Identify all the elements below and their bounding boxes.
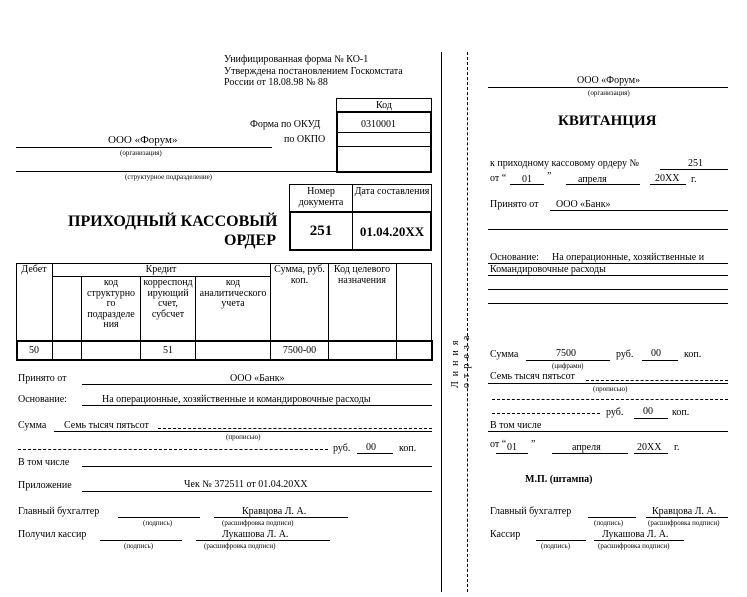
receipt-year-line [650, 184, 686, 185]
receipt-month: апреля [578, 174, 607, 185]
receipt-basis-value-1: На операционные, хозяйственные и [552, 252, 705, 263]
receipt-date2-month-line [552, 453, 628, 454]
col-divider-7 [396, 263, 397, 361]
row-sum: 7500-00 [282, 345, 317, 356]
sum-words-line [54, 431, 432, 432]
receipt-day-line [510, 184, 544, 185]
row-corr: 51 [163, 345, 173, 356]
cut-line [467, 52, 468, 592]
receipt-including-line [488, 431, 728, 432]
kop-line [357, 453, 393, 454]
receipt-day: 01 [522, 174, 532, 185]
sum-label: Сумма [18, 420, 47, 431]
receipt-chief-decode-caption: (расшифровка подписи) [648, 519, 720, 527]
receipt-date2-open: от “ [490, 439, 507, 450]
form-title: Унифицированная форма № КО-1 [224, 54, 369, 65]
cashier-sign-caption: (подпись) [124, 542, 154, 550]
cashier-name: Лукашова Л. А. [222, 529, 289, 540]
chief-sign-caption: (подпись) [143, 519, 173, 527]
receipt-order-number-line [660, 169, 728, 170]
col-sum-header: Сумма, руб. коп. [274, 264, 325, 286]
receipt-kop-line [642, 360, 678, 361]
receipt-to-order-label: к приходному кассовому ордеру № [490, 158, 640, 169]
doc-number: 251 [309, 223, 333, 239]
including-line [82, 466, 432, 467]
receipt-sum-words: Семь тысяч пятьсот [490, 371, 575, 382]
receipt-from-label: от “ [490, 173, 507, 184]
receipt-date2-day-line [496, 453, 528, 454]
receipt-org-name: ООО «Форум» [577, 75, 641, 86]
basis-line [82, 405, 432, 406]
sum-words-dashes [158, 428, 432, 429]
approved-line-1: Утверждена постановлением Госкомстата [224, 66, 403, 77]
receipt-org-line [488, 87, 728, 88]
col-corr-header: корреспонд ирующий счет, субсчет [143, 277, 193, 320]
debit-header: Дебет [21, 264, 47, 275]
sum-words-dashes-2 [18, 449, 328, 450]
org-line [16, 147, 272, 148]
receipt-date2-day: 01 [507, 442, 517, 453]
sum-words: Семь тысяч пятьсот [64, 420, 149, 431]
receipt-kop-label-2: коп. [672, 407, 690, 418]
attachment-line [82, 491, 432, 492]
receipt-accepted-value: ООО «Банк» [556, 199, 611, 210]
cashier-sign-line [100, 540, 182, 541]
receipt-including-label: В том числе [490, 420, 542, 431]
receipt-kop-line-2 [634, 418, 668, 419]
receipt-sum-label: Сумма [490, 349, 519, 360]
order-title-line-1: ПРИХОДНЫЙ КАССОВЫЙ [68, 213, 278, 230]
chief-name: Кравцова Л. А. [242, 506, 307, 517]
kod-header-cell [336, 98, 432, 112]
receipt-sum-digits-line [526, 360, 610, 361]
col-divider-6 [328, 263, 329, 361]
receipt-quote-close: ” [547, 171, 552, 182]
subdivision-caption: (структурное подразделение) [125, 173, 213, 181]
attachment-value: Чек № 372511 от 01.04.20XX [184, 479, 308, 490]
receipt-cashier-label: Кассир [490, 529, 521, 540]
receipt-chief-label: Главный бухгалтер [490, 506, 572, 517]
receipt-cashier-name: Лукашова Л. А. [602, 529, 669, 540]
receipt-year: 20XX [655, 173, 680, 184]
receipt-blank-line-1 [488, 229, 728, 230]
receipt-cashier-name-line [594, 540, 684, 541]
sum-caption: (прописью) [226, 433, 261, 441]
receipt-words-caption: (прописью) [593, 385, 628, 393]
receipt-chief-sign-caption: (подпись) [594, 519, 624, 527]
subdivision-line [16, 171, 336, 172]
okud-value: 0310001 [361, 119, 396, 130]
receipt-sum-words-line [488, 383, 728, 384]
receipt-basis-line-4 [488, 303, 728, 304]
attachment-label: Приложение [18, 480, 72, 491]
kop-value: 00 [366, 442, 376, 453]
receipt-dash-line-2 [492, 399, 728, 400]
cut-line-label: Линия отреза [450, 330, 472, 388]
receipt-kop-value-2: 00 [643, 406, 653, 417]
receipt-stamp-label: М.П. (штампа) [525, 474, 593, 485]
chief-sign-line [118, 517, 200, 518]
order-title-line-2: ОРДЕР [224, 232, 276, 249]
col-struct-header: код структурно го подразделе ния [86, 277, 136, 330]
col-analytic-header: код аналитического учета [199, 277, 267, 309]
receipt-chief-name-line [646, 517, 728, 518]
okpo-label: по ОКПО [284, 134, 326, 145]
order-table-row [16, 340, 433, 361]
credit-header: Кредит [145, 264, 177, 275]
row-debit: 50 [29, 345, 39, 356]
basis-value: На операционные, хозяйственные и командировочные расходы [102, 394, 371, 405]
cashier-decode-caption: (расшифровка подписи) [204, 542, 276, 550]
receipt-kop-label: коп. [684, 349, 702, 360]
chief-label: Главный бухгалтер [18, 506, 100, 517]
code-box-divider [337, 132, 431, 133]
basis-label: Основание: [18, 394, 67, 405]
receipt-month-line [566, 184, 640, 185]
kod-label: Код [376, 100, 392, 111]
receipt-order-number: 251 [688, 158, 703, 169]
cashier-label: Получил кассир [18, 529, 87, 540]
chief-decode-caption: (расшифровка подписи) [222, 519, 294, 527]
receipt-cashier-sign-line [536, 540, 586, 541]
receipt-dash-line-3 [492, 413, 600, 414]
receipt-kop-value: 00 [651, 348, 661, 359]
receipt-basis-value-2: Командировочные расходы [490, 264, 606, 275]
receipt-chief-sign-line [588, 517, 636, 518]
receipt-basis-line-3 [488, 289, 728, 290]
left-border-line [441, 52, 442, 592]
receipt-rub-label: руб. [616, 349, 634, 360]
chief-name-line [214, 517, 348, 518]
okud-label: Форма по ОКУД [250, 119, 321, 130]
receipt-year-suffix: г. [691, 174, 697, 185]
kop-label: коп. [399, 443, 417, 454]
accepted-value: ООО «Банк» [230, 373, 285, 384]
receipt-sum-digits: 7500 [556, 348, 576, 359]
doc-date-label: Дата составления [354, 186, 430, 197]
doc-number-label: Номер документа [298, 186, 344, 208]
receipt-accepted-label: Принято от [490, 199, 539, 210]
receipt-cashier-sign-caption: (подпись) [541, 542, 571, 550]
receipt-basis-line-2 [488, 275, 728, 276]
receipt-basis-label: Основание: [490, 252, 539, 263]
receipt-cashier-decode-caption: (расшифровка подписи) [598, 542, 670, 550]
doc-date: 01.04.20XX [359, 224, 425, 239]
cashier-name-line [196, 540, 330, 541]
approved-line-2: России от 18.08.98 № 88 [224, 77, 328, 88]
receipt-digits-caption: (цифрами) [552, 362, 584, 370]
accepted-label: Принято от [18, 373, 67, 384]
receipt-date2-year: 20XX [637, 442, 662, 453]
receipt-title: КВИТАНЦИЯ [558, 113, 657, 129]
including-label: В том числе [18, 457, 70, 468]
rub-label: руб. [333, 443, 351, 454]
col-divider-1 [52, 263, 53, 361]
receipt-sum-words-dashes [586, 380, 728, 381]
org-name: ООО «Форум» [108, 134, 178, 146]
receipt-date2-suffix: г. [674, 442, 680, 453]
receipt-date2-year-line [634, 453, 668, 454]
receipt-rub-label-2: руб. [606, 407, 624, 418]
accepted-line [82, 384, 432, 385]
org-caption: (организация) [120, 149, 162, 157]
receipt-date2-month: апреля [572, 442, 601, 453]
col-purpose-header: Код целевого назначения [333, 264, 391, 286]
receipt-org-caption: (организация) [588, 89, 630, 97]
receipt-accepted-line [550, 210, 728, 211]
receipt-chief-name: Кравцова Л. А. [652, 506, 717, 517]
receipt-date2-quote: ” [531, 439, 536, 450]
code-box-divider-2 [337, 146, 431, 147]
